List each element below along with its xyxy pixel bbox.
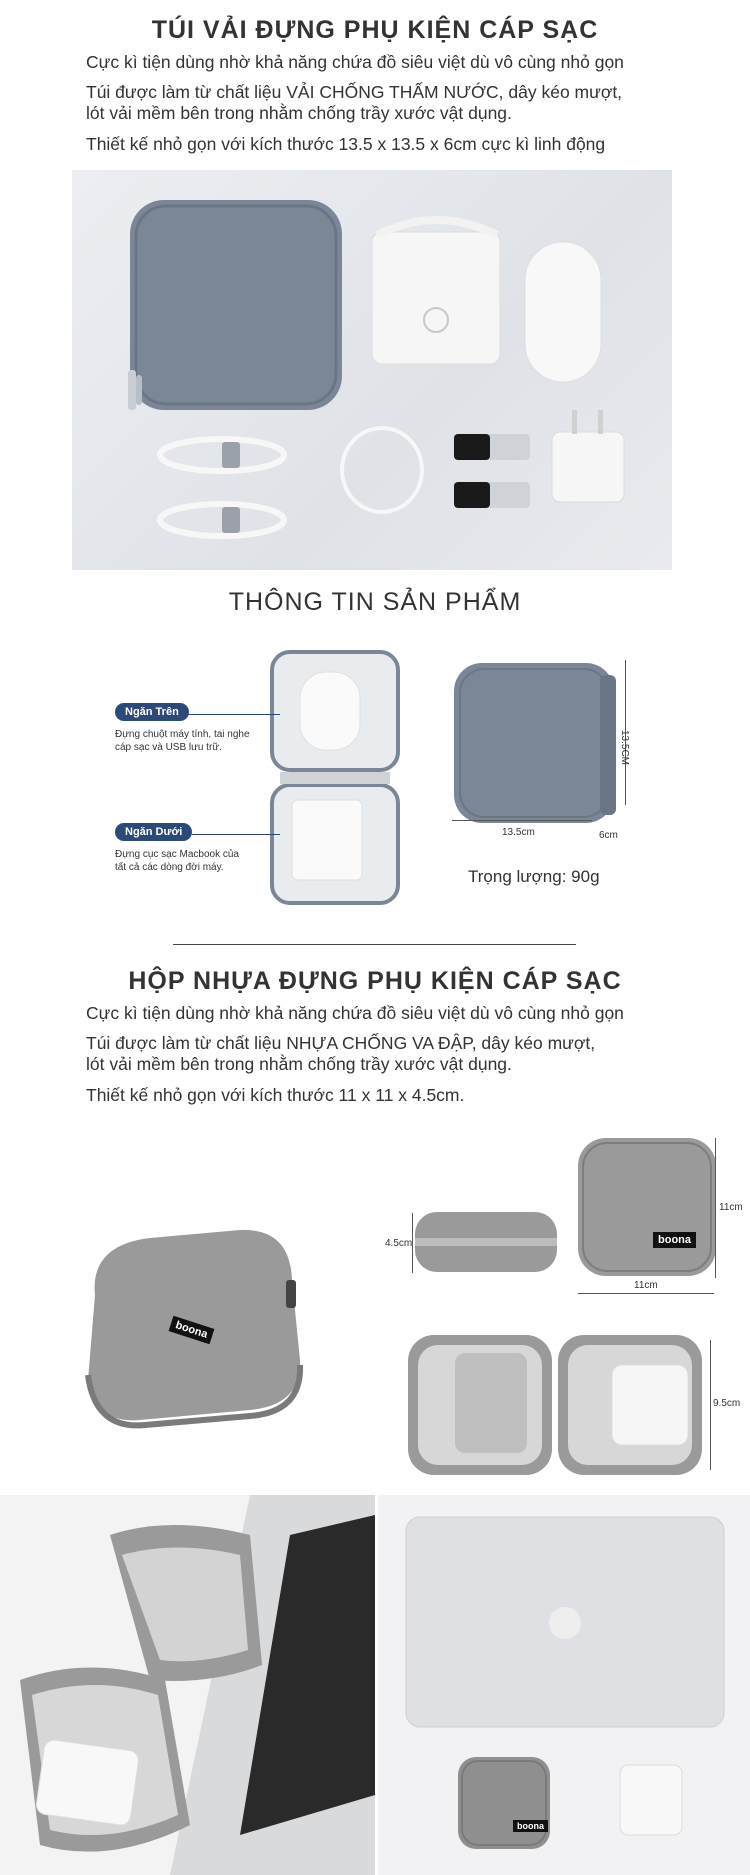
divider (173, 944, 576, 945)
width2-line (578, 1293, 714, 1294)
dim-thickness: 4.5cm (385, 1238, 413, 1249)
boona-logo-2: boona (653, 1232, 696, 1248)
dim-width: 13.5cm (502, 827, 535, 838)
flatlay-illustration (72, 170, 672, 570)
wall-plug (552, 432, 624, 502)
section1-line-2: Túi được làm từ chất liệu VẢI CHỐNG THẤM NƯỚC, dây kéo mượt, (86, 82, 623, 102)
hardcase-dimension-illustration (375, 1120, 750, 1310)
open-height-line (710, 1340, 711, 1470)
thickness-line (412, 1213, 413, 1273)
charger (372, 232, 500, 364)
section1-title: TÚI VẢI ĐỰNG PHỤ KIỆN CÁP SẠC (151, 16, 599, 44)
open-pouch (270, 650, 400, 905)
callout-line-bottom (192, 834, 280, 835)
hardcase-angle-illustration (0, 1120, 375, 1490)
section2-line-2: Túi được làm từ chất liệu NHỰA CHỐNG VA ĐẬP, dây kéo mượt, (86, 1033, 596, 1053)
top-desc-1: Đựng chuột máy tính, tai nghe (115, 729, 250, 740)
hardcase-macbook-photo (378, 1495, 750, 1875)
width-line (452, 820, 592, 821)
hardcase-angle-photo (0, 1120, 375, 1490)
top-desc-2: cáp sạc và USB lưu trữ. (115, 742, 222, 753)
dim-height: 13.5CM (619, 730, 630, 766)
hardcase-laptop-illustration (0, 1495, 375, 1875)
section1-line-1: Cực kì tiện dùng nhờ khả năng chứa đồ siêu việt dù vô cùng nhỏ gọn (86, 52, 624, 72)
section1-line-3: lót vải mềm bên trong nhằm chống trầy xước vật dụng. (86, 103, 512, 123)
fabric-pouch (130, 200, 342, 410)
flatlay-photo (72, 170, 672, 570)
section2-title: HỘP NHỰA ĐỰNG PHỤ KIỆN CÁP SẠC (128, 967, 622, 995)
weight-text: Trọng lượng: 90g (468, 867, 600, 886)
hardcase-dimension-photo (375, 1120, 750, 1310)
section1-line-4: Thiết kế nhỏ gọn với kích thước 13.5 x 13.5 x 6cm cực kì linh động (86, 134, 606, 154)
hardcase-open-illustration (400, 1325, 705, 1485)
dim-width-2: 11cm (634, 1280, 658, 1291)
info-title: THÔNG TIN SẢN PHẨM (228, 588, 522, 616)
section2-line-3: lót vải mềm bên trong nhằm chống trầy xước vật dụng. (86, 1054, 512, 1074)
callout-line-top (188, 714, 280, 715)
boona-logo-1: boona (169, 1316, 215, 1345)
label-top-compartment: Ngăn Trên (115, 703, 189, 721)
earphones (342, 428, 422, 512)
bottom-desc-1: Đựng cục sạc Macbook của (115, 849, 239, 860)
dim-height-2: 11cm (719, 1202, 743, 1213)
hardcase-laptop-photo (0, 1495, 375, 1875)
boona-logo-3: boona (513, 1820, 548, 1832)
closed-pouch (450, 655, 625, 830)
hardcase-open-photo (400, 1325, 705, 1485)
section2-line-4: Thiết kế nhỏ gọn với kích thước 11 x 11 x 4.5cm. (86, 1085, 465, 1105)
hardcase-macbook-illustration (378, 1495, 750, 1875)
dim-depth: 6cm (599, 830, 618, 841)
bottom-desc-2: tất cả các dòng đời máy. (115, 862, 224, 873)
dim-open-height: 9.5cm (713, 1398, 741, 1409)
height2-line (715, 1138, 716, 1278)
mouse (525, 242, 601, 382)
label-bottom-compartment: Ngăn Dưới (115, 823, 192, 841)
section2-line-1: Cực kì tiện dùng nhờ khả năng chứa đồ siêu việt dù vô cùng nhỏ gọn (86, 1003, 624, 1023)
